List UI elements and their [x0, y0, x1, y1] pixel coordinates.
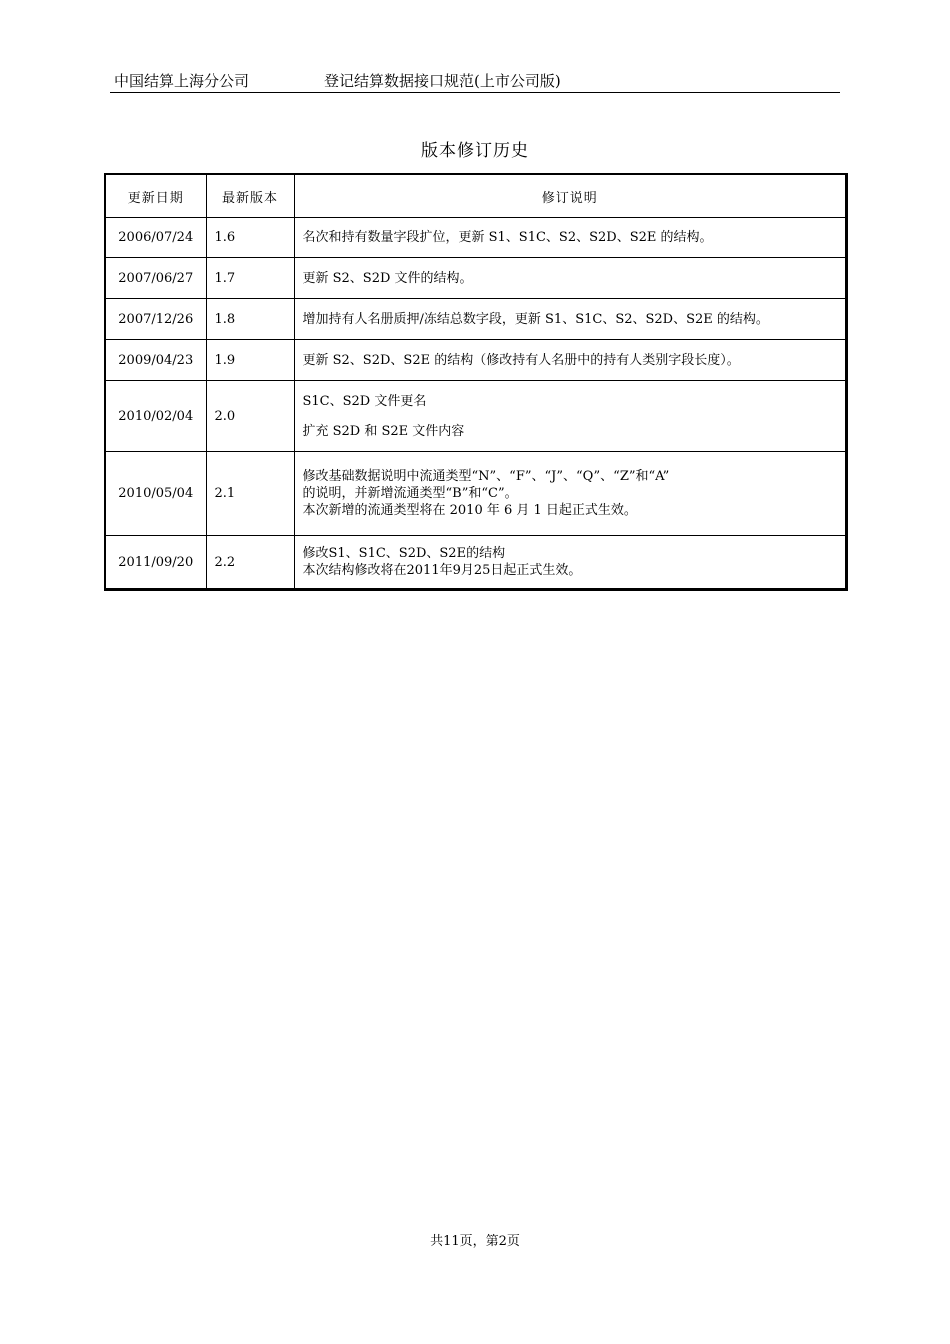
description-line: 增加持有人名册质押/冻结总数字段，更新 S1、S1C、S2、S2D、S2E 的结构。 [302, 311, 769, 327]
header-organization: 中国结算上海分公司 [114, 72, 250, 90]
description-line: 修改基础数据说明中流通类型“N”、“F”、“J”、“Q”、“Z”和“A” [302, 469, 670, 484]
description-line: 扩充 S2D 和 S2E 文件内容 [302, 423, 465, 439]
header-description: 修订说明 [294, 174, 847, 218]
table-row [105, 536, 847, 590]
row-date: 2007/12/26 [105, 299, 206, 340]
header-document-title: 登记结算数据接口规范(上市公司版) [324, 72, 561, 90]
header-date: 更新日期 [105, 174, 206, 218]
table-row [105, 340, 847, 381]
row-description [294, 452, 847, 536]
page-footer: 共11页，第2页 [430, 1234, 520, 1249]
row-version: 2.0 [206, 381, 294, 452]
table-row [105, 258, 847, 299]
row-date: 2007/06/27 [105, 258, 206, 299]
row-version: 1.8 [206, 299, 294, 340]
row-date: 2006/07/24 [105, 218, 206, 258]
table-row [105, 299, 847, 340]
row-description [294, 299, 847, 340]
row-description [294, 258, 847, 299]
description-line: 名次和持有数量字段扩位，更新 S1、S1C、S2、S2D、S2E 的结构。 [302, 230, 713, 245]
table-row [105, 452, 847, 536]
row-description [294, 536, 847, 590]
table-header-row [105, 174, 847, 218]
row-version: 1.6 [206, 218, 294, 258]
description-line: 的说明，并新增流通类型“B”和“C”。 [302, 486, 518, 501]
row-description [294, 218, 847, 258]
row-version: 1.9 [206, 340, 294, 381]
row-version: 2.1 [206, 452, 294, 536]
table-row [105, 218, 847, 258]
row-date: 2011/09/20 [105, 536, 206, 590]
description-line: 本次新增的流通类型将在 2010 年 6 月 1 日起正式生效。 [302, 503, 637, 518]
row-version: 1.7 [206, 258, 294, 299]
row-description [294, 340, 847, 381]
header-version: 最新版本 [206, 174, 294, 218]
row-date: 2009/04/23 [105, 340, 206, 381]
row-version: 2.2 [206, 536, 294, 590]
table-row [105, 381, 847, 452]
row-date: 2010/02/04 [105, 381, 206, 452]
page-header [110, 68, 840, 93]
page-title: 版本修订历史 [421, 141, 529, 161]
row-date: 2010/05/04 [105, 452, 206, 536]
description-line: S1C、S2D 文件更名 [302, 393, 427, 409]
description-line: 本次结构修改将在2011年9月25日起正式生效。 [302, 563, 582, 578]
row-description [294, 381, 847, 452]
description-line: 更新 S2、S2D 文件的结构。 [302, 270, 473, 286]
revision-history-table [104, 173, 848, 591]
description-line: 修改S1、S1C、S2D、S2E的结构 [302, 546, 506, 561]
description-line: 更新 S2、S2D、S2E 的结构（修改持有人名册中的持有人类别字段长度）。 [302, 352, 740, 368]
